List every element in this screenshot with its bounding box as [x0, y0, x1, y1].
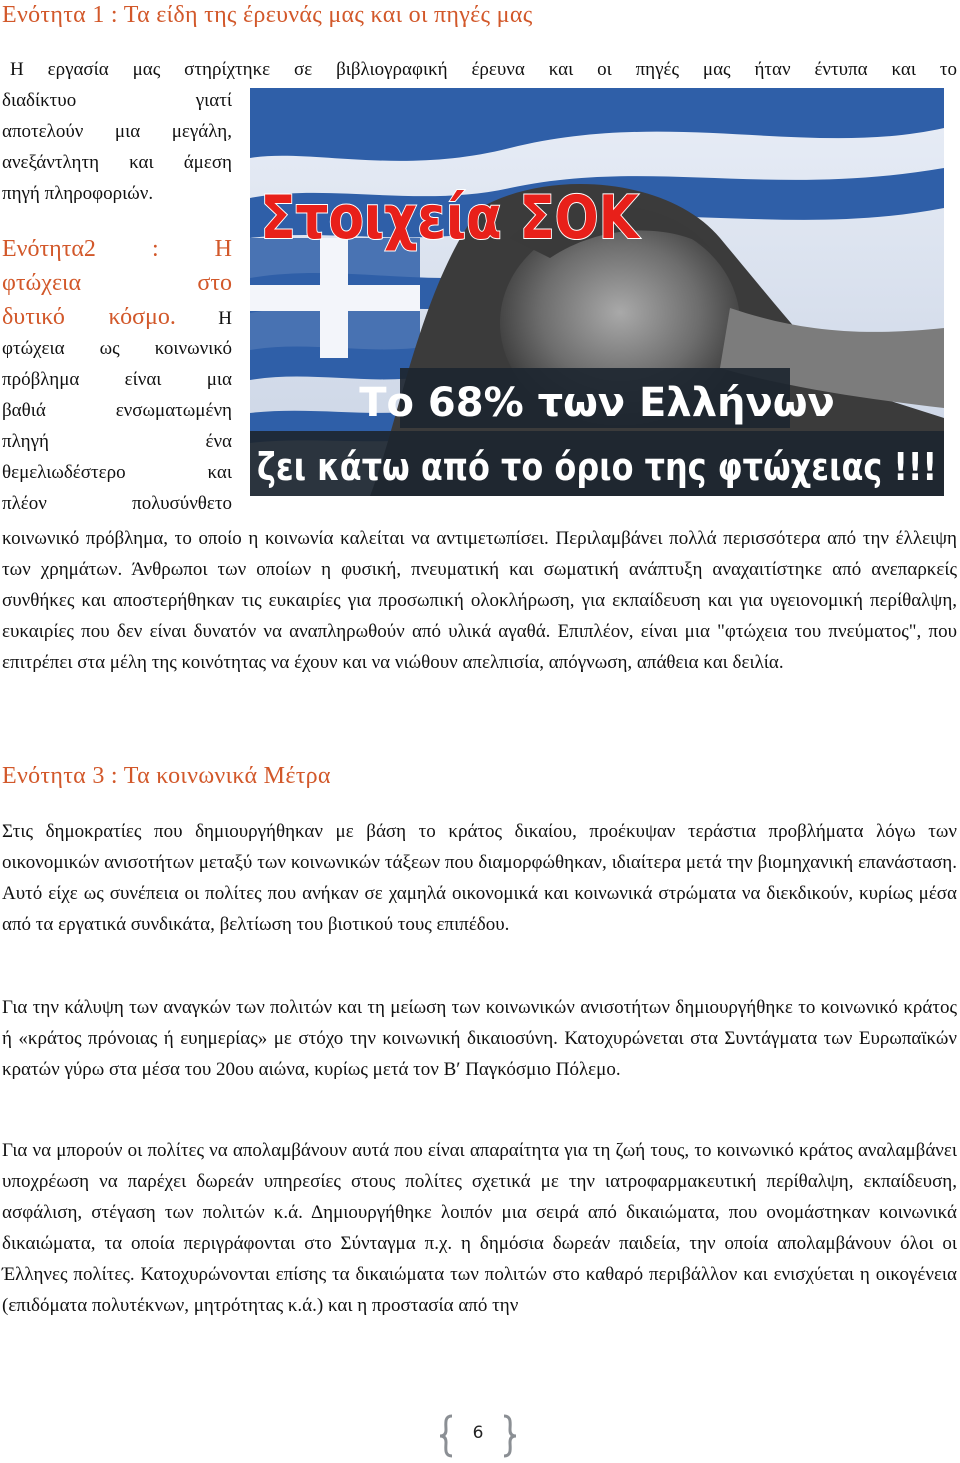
text-line: πληγή ένα [2, 431, 232, 452]
poster-graphic [250, 88, 944, 496]
section-3-heading: Ενότητα 3 : Τα κοινωνικά Μέτρα [2, 763, 331, 789]
poverty-poster-image [250, 88, 944, 496]
section-1-intro [2, 54, 957, 85]
paragraph: Για την κάλυψη των αναγκών των πολιτών και τη μείωση των κοινωνικών ανισοτήτων δημιουργήθηκε το κοινωνικό κράτος ή «κράτος πρόνοιας ή ευημερίας» με στόχο την κοινωνική δικαιοσύνη. Κατοχυρώνεται στα Συντάγματα των Ευρωπαϊκών κρατών γύρω στα μέσα του 20ου αιώνα, κυρίως μετά τον Β′ Παγκόσμιο Πόλεμο. [2, 997, 957, 1080]
text-line: ανεξάντλητη και άμεση [2, 152, 232, 173]
page-number-footer [438, 1414, 518, 1458]
section-2-body [2, 523, 957, 678]
text-line: διαδίκτυο γιατί [2, 90, 232, 111]
page-number: 6 [472, 1423, 484, 1443]
text-line: θεμελιωδέστερο και [2, 462, 232, 483]
text-line: φτώχεια ως κοινωνικό [2, 338, 232, 359]
text-line: βαθιά ενσωματωμένη [2, 400, 232, 421]
paragraph: Για να μπορούν οι πολίτες να απολαμβάνουν αυτά που είναι απαραίτητα για τη ζωή τους, το κοινωνικό κράτος αναλαμβάνει υποχρέωση να παρέχει δωρεάν υπηρεσίες στους πολίτες σχετικά με την ιατροφαρμακευτική περίθαλψη, εκπαίδευση, ασφάλιση, στέγαση των πολιτών κ.ά. Δημιουργήθηκε λοιπόν μια σειρά από δικαιώματα, που ονομάστηκαν κοινωνικά δικαιώματα, τα οποία περιγράφονται στο Σύνταγμα π.χ. η δημόσια δωρεάν παιδεία, την οποία απολαμβάνουν όλοι οι Έλληνες πολίτες. Κατοχυρώνονται επίσης τα δικαιώματα των πολιτών στο καθαρό περιβάλλον και ενισχύεται η οικογένεια (επιδόματα πολυτέκνων, μητρότητας κ.ά.) και η προστασία από την [2, 1140, 957, 1316]
section-2-heading [2, 232, 232, 300]
text-line-start: Η [175, 308, 232, 329]
section-3-paragraph-1 [2, 816, 957, 940]
intro-first-line: Η εργασία μας στηρίχτηκε σε βιβλιογραφική έρευνα και οι πηγές μας ήταν έντυπα και το [10, 59, 957, 80]
text-line: πρόβλημα είναι μια [2, 369, 232, 390]
heading-line: δυτικό κόσμο. [2, 304, 176, 330]
poster-title: Στοιχεία ΣΟΚ [260, 183, 639, 254]
paragraph: Στις δημοκρατίες που δημιουργήθηκαν με βάση το κράτος δικαίου, προέκυψαν τεράστια προβλήματα λόγω των οικονομικών ανισοτήτων μεταξύ των κοινωνικών τάξεων που διαμορφώθηκαν, ιδιαίτερα μετά την βιομηχανική επανάσταση. Αυτό είχε ως συνέπεια οι πολίτες που ανήκαν σε χαμηλά οικονομικά και κοινωνικά στρώματα να διεκδικούν, κυρίως μέσα από τα εργατικά συνδικάτα, βελτίωση του βιοτικού τους επιπέδου. [2, 821, 957, 935]
poster-caption-line-1: Το 68% των Ελλήνων [359, 380, 835, 426]
section-1-left-column [2, 85, 232, 209]
section-3-paragraph-3 [2, 1135, 957, 1321]
heading-line: Ενότητα2 : Η [2, 236, 232, 262]
section-3-paragraph-2 [2, 992, 957, 1085]
paragraph: κοινωνικό πρόβλημα, το οποίο η κοινωνία καλείται να αντιμετωπίσει. Περιλαμβάνει πολλά περισσότερα από την έλλειψη των χρημάτων. Άνθρωποι των οποίων η φυσική, πνευματική και σωματική ανάπτυξη αναχαιτίστηκε από ανεπαρκείς συνθήκες και αποστερήθηκαν τις ευκαιρίες για προσωπική ολοκλήρωση, για εκπαίδευση και για υγειονομική περίθαλψη, ευκαιρίες που δεν είναι δυνατόν να αναπληρωθούν από υλικά αγαθά. Επιπλέον, είναι μια "φτώχεια του πνεύματος", που επιτρέπει στα μέλη της κοινότητας να έχουν και να νιώθουν απελπισία, απόγνωση, απάθεια και δειλία. [2, 528, 957, 673]
text-line [2, 302, 232, 333]
poster-caption-line-2: ζει κάτω από το όριο της φτώχειας !!! [257, 445, 937, 489]
text-line: πλέον πολυσύνθετο [2, 493, 232, 514]
section-1-heading: Ενότητα 1 : Τα είδη της έρευνάς μας και οι πηγές μας [2, 2, 533, 28]
text-line: πηγή πληροφοριών. [2, 183, 154, 204]
heading-line: φτώχεια στο [2, 270, 232, 296]
section-2-left-column [2, 302, 232, 519]
text-line: αποτελούν μια μεγάλη, [2, 121, 232, 142]
